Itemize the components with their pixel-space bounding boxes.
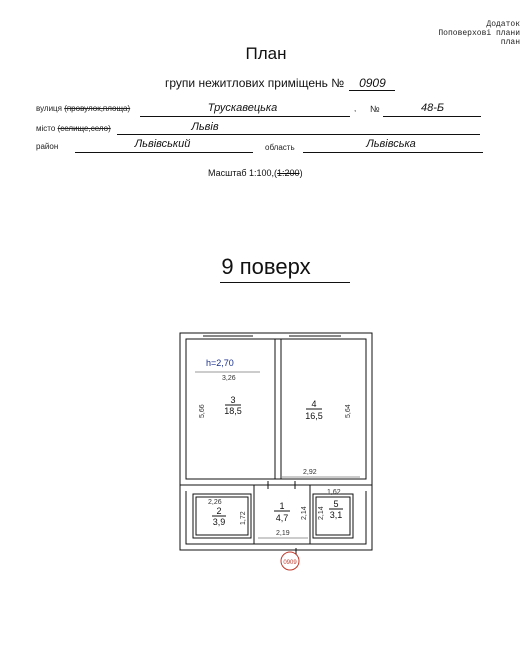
room-3-number: 3 — [230, 395, 236, 405]
street-label: вулиця — [36, 104, 62, 113]
city-label: місто — [36, 124, 56, 133]
house-comma: , — [354, 104, 357, 113]
premises-number: 0909 — [349, 76, 395, 91]
appendix-line-2: Поповерхові плани — [438, 29, 520, 38]
dim-room1-height: 2,14 — [301, 506, 308, 520]
region-value: Львівська — [366, 138, 416, 150]
dim-room4-height: 5,64 — [345, 404, 352, 418]
scale-suffix: ) — [299, 168, 303, 178]
street-strike: (провулок,площа) — [64, 104, 131, 113]
appendix-line-3: план — [500, 38, 520, 47]
room-2-area: 3,9 — [212, 517, 226, 527]
room-2-number: 2 — [216, 506, 222, 516]
dim-room3-width: 3,26 — [222, 375, 236, 382]
room-1-number: 1 — [279, 501, 285, 511]
partition-3-4 — [275, 339, 281, 479]
dim-room2-width: 2,26 — [208, 499, 222, 506]
house-label: № — [370, 104, 380, 114]
street-value: Трускавецька — [207, 102, 278, 114]
subtitle-text: групи нежитлових приміщень № — [165, 76, 345, 90]
dim-room5-height: 2,14 — [318, 506, 325, 520]
room-1-area: 4,7 — [275, 513, 289, 523]
room-5-area: 3,1 — [329, 510, 343, 520]
appendix-line-1: Додаток — [486, 20, 520, 29]
window-right — [289, 333, 341, 339]
city-value: Львів — [191, 121, 219, 133]
window-left — [203, 333, 253, 339]
room-4-number: 4 — [311, 399, 317, 409]
floor-title: 9 поверх — [221, 254, 311, 279]
dim-room3-height: 5,66 — [199, 404, 206, 418]
region-label: область — [265, 143, 295, 152]
outer-wall-top-outer — [180, 333, 372, 485]
room-4-area: 16,5 — [305, 411, 323, 421]
dim-room1-width: 2,19 — [276, 530, 290, 537]
scale-prefix: Масштаб 1:100,( — [208, 168, 278, 178]
city-strike: (селище,село) — [57, 124, 111, 133]
page-title: План — [245, 44, 287, 63]
dim-room5-width: 1,62 — [327, 489, 341, 496]
room-5-number: 5 — [333, 499, 339, 509]
ceiling-height: h=2,70 — [206, 358, 234, 368]
house-value: 48-Б — [420, 102, 445, 114]
stamp-number: 0909 — [283, 560, 297, 566]
dim-room2-height: 1,72 — [240, 511, 247, 525]
district-value: Львівський — [134, 138, 191, 150]
room-3-area: 18,5 — [224, 406, 242, 416]
dim-room4-width: 2,92 — [303, 469, 317, 476]
scale-strike: 1:200 — [277, 168, 300, 178]
district-label: район — [36, 142, 59, 151]
